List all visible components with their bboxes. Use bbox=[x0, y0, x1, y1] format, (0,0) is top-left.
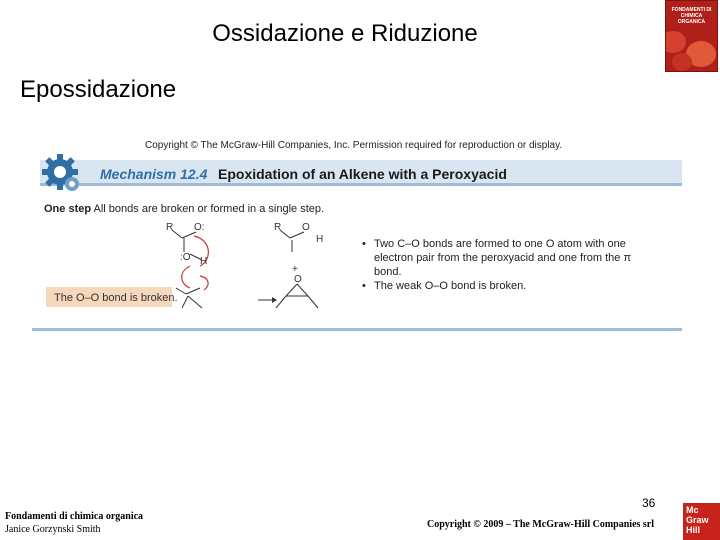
figure-copyright: Copyright © The McGraw-Hill Companies, Inc. Permission required for reproduction or display. bbox=[145, 140, 563, 151]
figure-bottom-rule bbox=[32, 328, 682, 331]
mechanism-label: Mechanism 12.4 bbox=[100, 166, 208, 182]
one-step-text: All bonds are broken or formed in a single step. bbox=[93, 203, 325, 215]
one-step-label: One step bbox=[44, 203, 92, 215]
book-cover-image bbox=[665, 0, 718, 72]
publisher-logo: Mc Graw Hill bbox=[683, 503, 720, 540]
reaction-scheme-drawing bbox=[160, 216, 360, 326]
svg-text:O: O bbox=[294, 274, 302, 285]
book-cover-title: FONDAMENTI DI CHIMICA ORGANICA bbox=[671, 7, 712, 25]
one-step-line bbox=[44, 203, 324, 215]
slide-title: Ossidazione e Riduzione bbox=[212, 20, 478, 47]
page-number: 36 bbox=[642, 496, 656, 510]
svg-text:R: R bbox=[274, 222, 282, 233]
svg-text:+: + bbox=[292, 264, 298, 275]
bullet-item: • The weak O–O bond is broken. bbox=[362, 279, 652, 293]
footer-copyright: Copyright © 2009 – The McGraw-Hill Companies srl bbox=[427, 519, 655, 530]
svg-text:O: O bbox=[302, 222, 310, 233]
footer-book-title: Fondamenti di chimica organica bbox=[5, 511, 144, 522]
svg-text:R: R bbox=[166, 222, 174, 233]
gear-icon bbox=[40, 152, 84, 196]
svg-text:H: H bbox=[200, 256, 208, 267]
slide-subtitle: Epossidazione bbox=[20, 76, 177, 103]
svg-text::O: :O bbox=[180, 252, 191, 263]
bullet-item: • Two C–O bonds are formed to one O atom with one electron pair from the peroxyacid and one from the π bond. bbox=[362, 237, 652, 279]
bullet-list bbox=[362, 237, 652, 293]
mechanism-title: Epoxidation of an Alkene with a Peroxyacid bbox=[218, 166, 507, 182]
svg-text:H: H bbox=[316, 234, 324, 245]
footer-author: Janice Gorzynski Smith bbox=[5, 524, 101, 535]
svg-text:O:: O: bbox=[194, 222, 205, 233]
annotation-text: The O–O bond is broken. bbox=[54, 292, 178, 304]
banner-rule bbox=[40, 183, 682, 186]
